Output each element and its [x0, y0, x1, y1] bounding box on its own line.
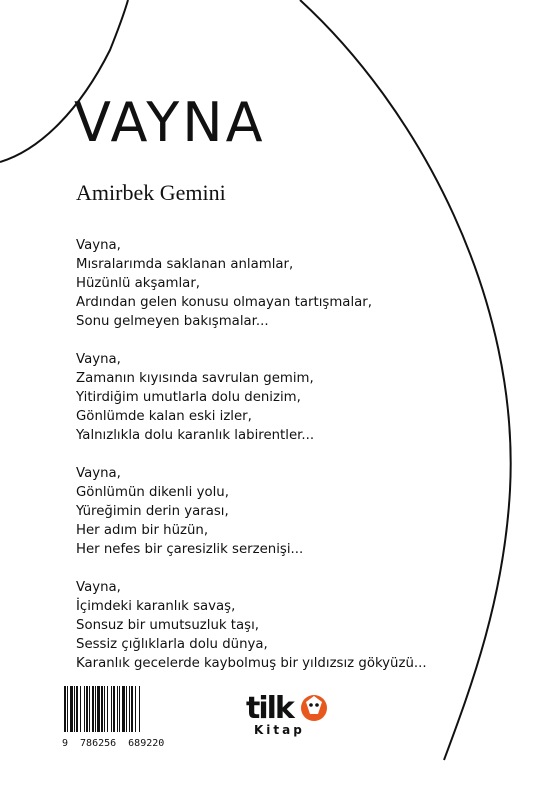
barcode-bar	[97, 686, 100, 732]
barcode-bar	[84, 686, 85, 732]
barcode-bar	[131, 686, 133, 732]
barcode-bar	[135, 686, 136, 732]
poem-line: Karanlık gecelerde kaybolmuş bir yıldızsız gökyüzü...	[76, 656, 427, 671]
poem-line: Yitirdiğim umutlarla dolu denizim,	[76, 390, 301, 405]
barcode-bar	[101, 686, 103, 732]
poem-line: Vayna,	[76, 466, 121, 481]
barcode-bar	[113, 686, 115, 732]
barcode-bar	[111, 686, 112, 732]
poem-line: Vayna,	[76, 238, 121, 253]
stanza	[76, 350, 496, 445]
poem-line: Yalnızlıkla dolu karanlık labirentler...	[76, 428, 315, 443]
barcode-digit-group: 786256	[80, 738, 117, 749]
barcode-bar	[107, 686, 108, 732]
barcode-bar	[95, 686, 96, 732]
publisher-logo	[244, 684, 334, 738]
barcode-bar	[92, 686, 94, 732]
poem-line: Yüreğimin derin yarası,	[76, 504, 229, 519]
poem-line: Gönlümün dikenli yolu,	[76, 485, 229, 500]
barcode-bar	[126, 686, 127, 732]
poem-line: Her adım bir hüzün,	[76, 523, 209, 538]
poem-line: Hüzünlü akşamlar,	[76, 276, 201, 291]
author-name: Amirbek Gemini	[76, 180, 226, 205]
barcode-bar	[89, 686, 90, 732]
poem-line: Gönlümde kalan eski izler,	[76, 409, 252, 424]
isbn-barcode	[62, 686, 186, 749]
barcode-bar	[139, 686, 140, 732]
poem-line: Sessiz çığlıklarla dolu dünya,	[76, 637, 268, 652]
barcode-bar	[70, 686, 73, 732]
stanza	[76, 464, 496, 559]
barcode-digits	[62, 738, 186, 749]
barcode-digit-group: 9	[62, 738, 69, 749]
poem-line: Vayna,	[76, 352, 121, 367]
barcode-bar	[117, 686, 118, 732]
poem-text	[76, 236, 496, 692]
poem-line: Ardından gelen konusu olmayan tartışmalar,	[76, 295, 372, 310]
svg-text:tilk: tilk	[246, 691, 293, 726]
barcode-bars	[62, 686, 186, 734]
poem-line: Mısralarımda saklanan anlamlar,	[76, 257, 294, 272]
book-title: VAYNA	[74, 91, 266, 154]
barcode-bar	[76, 686, 78, 732]
svg-text:Kitap: Kitap	[254, 723, 305, 737]
stanza	[76, 578, 496, 673]
barcode-bar	[86, 686, 88, 732]
barcode-bar	[122, 686, 125, 732]
poem-line: Sonsuz bir umutsuzluk taşı,	[76, 618, 260, 633]
poem-line: Zamanın kıyısında savrulan gemim,	[76, 371, 314, 386]
barcode-bar	[64, 686, 66, 732]
barcode-bar	[119, 686, 120, 732]
barcode-bar	[74, 686, 75, 732]
poem-line: Vayna,	[76, 580, 121, 595]
poem-line: Sonu gelmeyen bakışmalar...	[76, 314, 269, 329]
barcode-bar	[80, 686, 81, 732]
barcode-bar	[67, 686, 68, 732]
stanza	[76, 236, 496, 331]
poem-line: İçimdeki karanlık savaş,	[76, 599, 236, 614]
barcode-bar	[129, 686, 130, 732]
barcode-bar	[104, 686, 105, 732]
poem-line: Her nefes bir çaresizlik serzenişi...	[76, 542, 304, 557]
barcode-digit-group: 689220	[128, 738, 165, 749]
